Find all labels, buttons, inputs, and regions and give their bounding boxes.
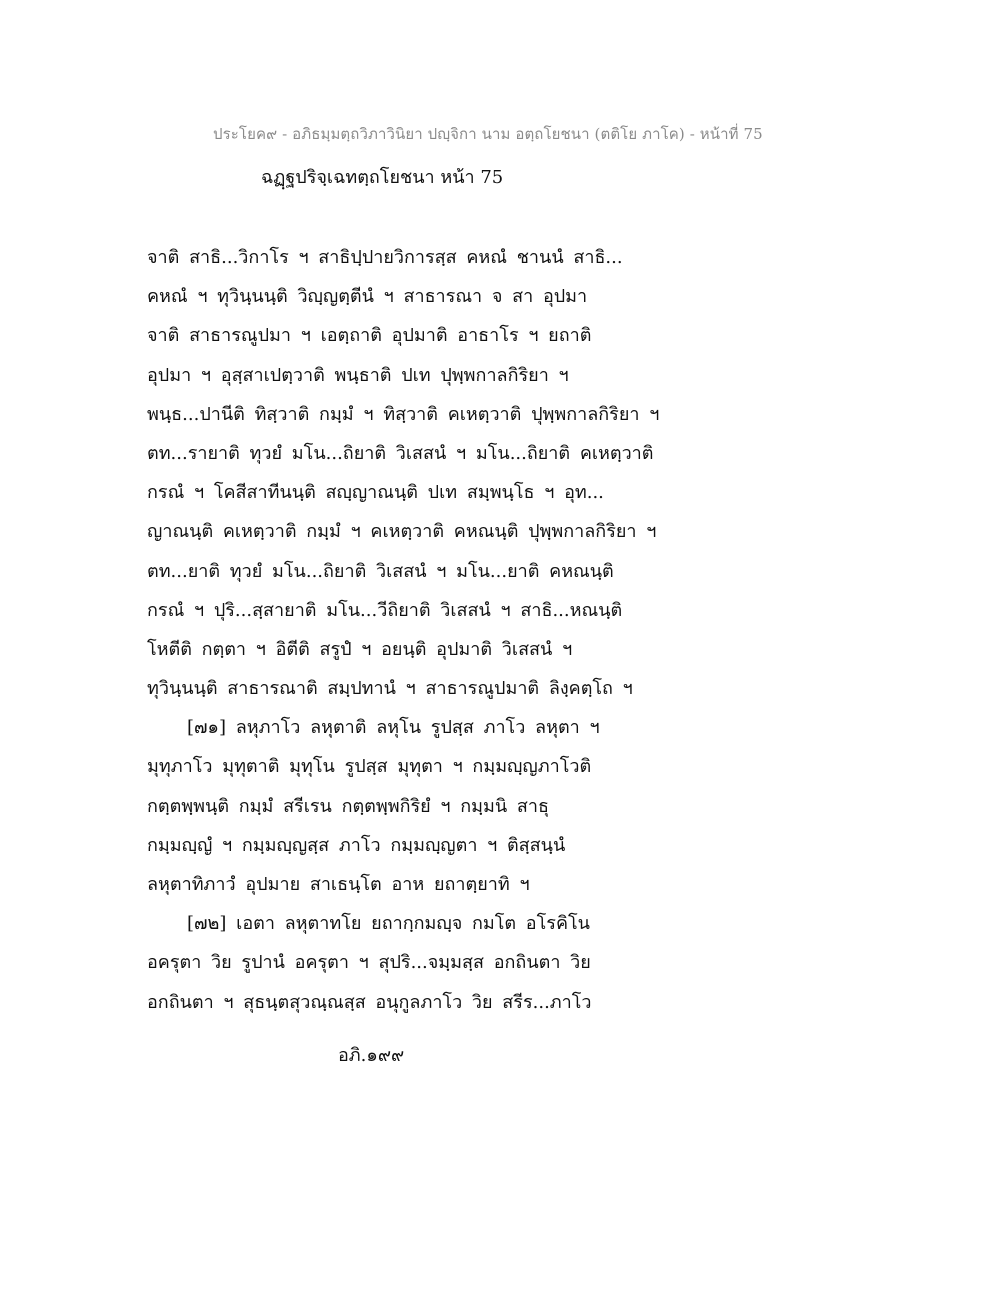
text-line: กรณํ ฯ โคสีสาทีนนฺติ สญฺญาณนฺติ ปเท สมฺพนฺโธ ฯ อุท... [147, 482, 604, 504]
text-line: ตท...ยาติ ทุวยํ มโน...ถิยาติ วิเสสนํ ฯ มโน...ยาติ คหณนฺติ [147, 560, 614, 582]
paragraph-72-start: [๗๒] เอตา ลหุตาทโย ยถากฺกมญฺจ กมโต อโรคิโน [187, 913, 590, 935]
section-title: ฉฏฺฐปริจฺเฉทตฺถโยชนา หน้า 75 [261, 167, 504, 188]
text-line: จาติ สาธิ...วิกาโร ฯ สาธิปฺปายวิการสฺส คหณํ ชานนํ สาธิ... [147, 247, 623, 268]
text-line: ลหุตาทิภาวํ อุปมาย สาเธนฺโต อาห ยถาตฺยาทิ ฯ [147, 874, 530, 895]
text-line: โหตีติ กตฺตา ฯ อิตีติ สรูปํ ฯ อยนฺติ อุปมาติ วิเสสนํ ฯ [147, 638, 573, 660]
text-line: ญาณนฺติ คเหตฺวาติ กมฺมํ ฯ คเหตฺวาติ คหณนฺติ ปุพฺพกาลกิริยา ฯ [147, 521, 657, 543]
text-line: กมฺมญฺญํ ฯ กมฺมญฺญสฺส ภาโว กมฺมญฺญตา ฯ ติสฺสนฺนํ [147, 834, 566, 856]
text-line: มุทุภาโว มุทุตาติ มุทุโน รูปสฺส มุทุตา ฯ กมฺมญฺญภาโวติ [147, 756, 592, 778]
text-line: ตท...รายาติ ทุวยํ มโน...ถิยาติ วิเสสนํ ฯ มโน...ถิยาติ คเหตฺวาติ [147, 442, 654, 464]
body-text [147, 238, 867, 1022]
text-line: พนฺธ...ปานีติ ทิสฺวาติ กมฺมํ ฯ ทิสฺวาติ คเหตฺวาติ ปุพฺพกาลกิริยา ฯ [147, 403, 660, 425]
text-line: คหณํ ฯ ทุวินฺนนฺติ วิญฺญตฺตีนํ ฯ สาธารณา จ สา อุปมา [147, 286, 588, 308]
text-line: อุปมา ฯ อุสฺสาเปตฺวาติ พนฺธาติ ปเท ปุพฺพกาลกิริยา ฯ [147, 364, 569, 386]
text-line: อกถินตา ฯ สุธนฺตสุวณฺณสฺส อนุกูลภาโว วิย สรีร...ภาโว [147, 991, 592, 1013]
text-line: ทุวินฺนนฺติ สาธารณาติ สมฺปทานํ ฯ สาธารณูปมาติ ลิงฺคตฺโถ ฯ [147, 678, 633, 700]
text-line: กตฺตพฺพนฺติ กมฺมํ สรีเรน กตฺตพฺพกิริยํ ฯ กมฺมนิ สาธุ [147, 795, 549, 817]
text-line: กรณํ ฯ ปุริ...สฺสายาติ มโน...วีถิยาติ วิเสสนํ ฯ สาธิ...หณนฺติ [147, 599, 623, 621]
running-header: ประโยค๙ - อภิธมฺมตฺถวิภาวินิยา ปญฺจิกา นาม อตฺถโยชนา (ตติโย ภาโค) - หน้าที่ 75 [213, 125, 763, 143]
page-footer-mark: อภิ.๑๙๙ [338, 1045, 405, 1066]
text-line: จาติ สาธารณูปมา ฯ เอตฺถาติ อุปมาติ อาธาโร ฯ ยถาติ [147, 325, 592, 347]
text-line: อครุตา วิย รูปานํ อครุตา ฯ สุปริ...จมฺมสฺส อกถินตา วิย [147, 952, 591, 974]
paragraph-71-start: [๗๑] ลหุภาโว ลหุตาติ ลหุโน รูปสฺส ภาโว ลหุตา ฯ [187, 717, 600, 739]
